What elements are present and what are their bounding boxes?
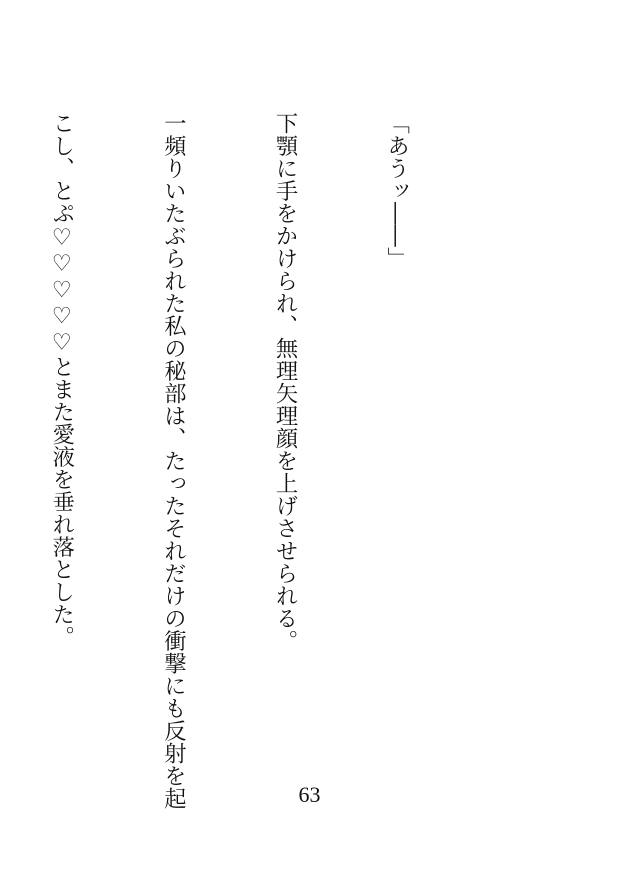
vertical-text-body	[0, 112, 489, 810]
text-line: 下顎に手をかけられ、無理矢理顔を上げさせられる。	[271, 112, 298, 652]
text-line: こし、とぷ♡♡♡♡♡とまた愛液を垂れ落とした。	[48, 112, 75, 648]
page-number: 63	[298, 782, 321, 807]
text-line: 「あうッ――」	[383, 112, 410, 270]
text-line: 一頻りいたぶられた私の秘部は、たったそれだけの衝撃にも反射を起	[160, 112, 187, 810]
